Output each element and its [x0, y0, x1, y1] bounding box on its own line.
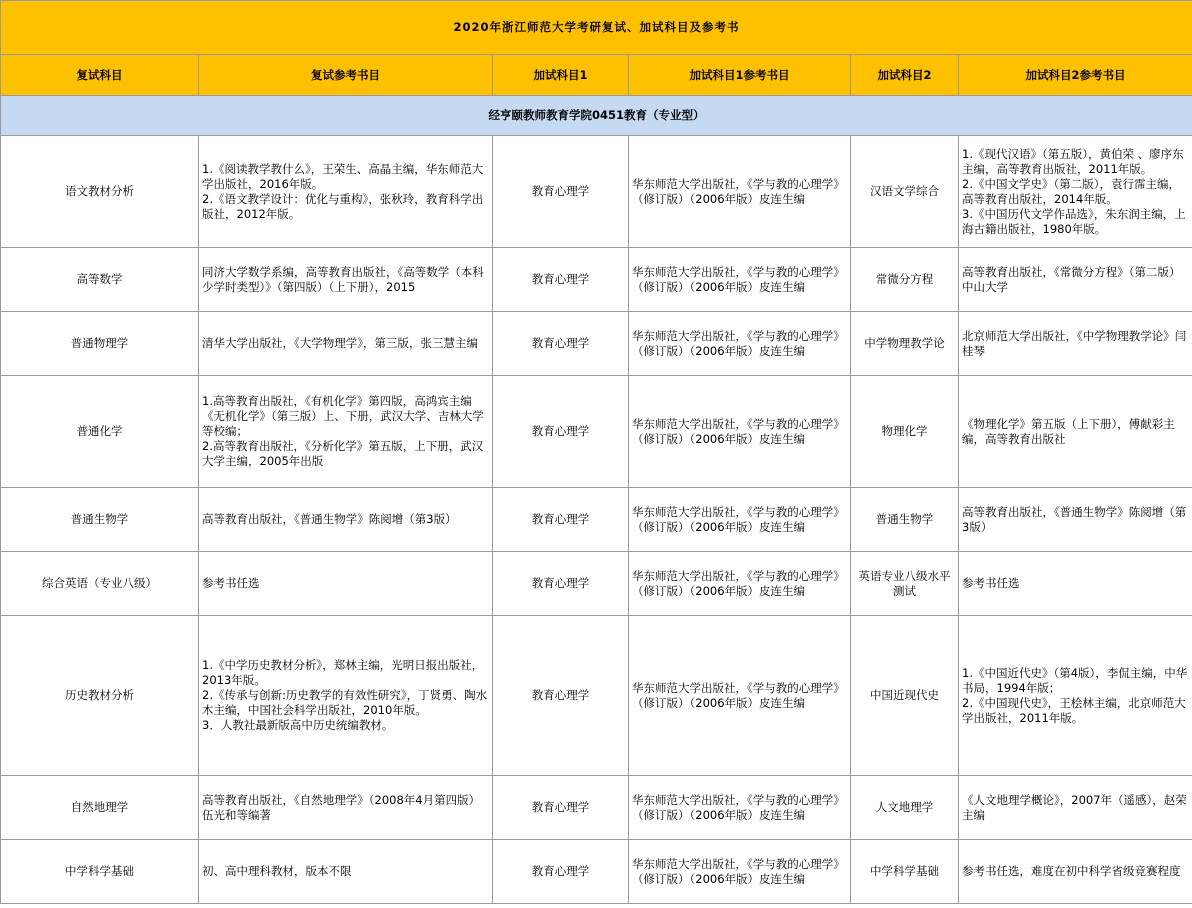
- row-extra1-books: 华东师范大学出版社，《学与教的心理学》（修订版）（2006年版）皮连生编: [629, 376, 851, 488]
- row-books: 1.《中学历史教材分析》，郑林主编，光明日报出版社，2013年版。 2.《传承与创新:历史教学的有效性研究》，丁贤勇、陶水木主编，中国社会科学出版社，2010年版。 3．人教社最新版高中历史统编教材。: [199, 616, 493, 776]
- row-subject: 普通生物学: [1, 488, 199, 552]
- row-books: 初、高中理科教材，版本不限: [199, 840, 493, 904]
- page-title: 2020年浙江师范大学考研复试、加试科目及参考书: [1, 1, 1192, 55]
- row-extra2: 人文地理学: [851, 776, 959, 840]
- row-extra2-books: 高等教育出版社，《普通生物学》陈阅增（第3版）: [959, 488, 1192, 552]
- row-extra2: 英语专业八级水平测试: [851, 552, 959, 616]
- row-books: 清华大学出版社，《大学物理学》，第三版，张三慧主编: [199, 312, 493, 376]
- table-row: [1, 776, 1192, 840]
- row-books: 高等教育出版社，《自然地理学》（2008年4月第四版）伍光和等编著: [199, 776, 493, 840]
- row-extra1-books: 华东师范大学出版社，《学与教的心理学》（修订版）（2006年版）皮连生编: [629, 136, 851, 248]
- header-extra2: 加试科目2: [851, 55, 959, 96]
- row-subject: 自然地理学: [1, 776, 199, 840]
- row-subject: 综合英语（专业八级）: [1, 552, 199, 616]
- table-row: [1, 616, 1192, 776]
- header-extra1-books: 加试科目1参考书目: [629, 55, 851, 96]
- header-extra2-books: 加试科目2参考书目: [959, 55, 1192, 96]
- row-books: 高等教育出版社，《普通生物学》陈阅增（第3版）: [199, 488, 493, 552]
- header-row: [1, 55, 1192, 96]
- row-extra1-books: 华东师范大学出版社，《学与教的心理学》（修订版）（2006年版）皮连生编: [629, 616, 851, 776]
- table-row: [1, 248, 1192, 312]
- row-extra2: 汉语文学综合: [851, 136, 959, 248]
- row-extra2: 中学物理教学论: [851, 312, 959, 376]
- table-row: [1, 488, 1192, 552]
- row-extra2: 普通生物学: [851, 488, 959, 552]
- row-extra2-books: 1.《中国近代史》（第4版），李侃主编，中华书局，1994年版； 2.《中国现代史》，王桧林主编，北京师范大学出版社，2011年版。: [959, 616, 1192, 776]
- row-extra1: 教育心理学: [493, 312, 629, 376]
- row-extra1: 教育心理学: [493, 248, 629, 312]
- table-row: [1, 136, 1192, 248]
- row-subject: 语文教材分析: [1, 136, 199, 248]
- row-books: 参考书任选: [199, 552, 493, 616]
- row-extra1-books: 华东师范大学出版社，《学与教的心理学》（修订版）（2006年版）皮连生编: [629, 248, 851, 312]
- row-subject: 历史教材分析: [1, 616, 199, 776]
- school-row: [1, 96, 1192, 136]
- row-subject: 高等数学: [1, 248, 199, 312]
- row-extra1: 教育心理学: [493, 616, 629, 776]
- row-extra2-books: 高等教育出版社，《常微分方程》（第二版）中山大学: [959, 248, 1192, 312]
- row-extra1: 教育心理学: [493, 136, 629, 248]
- table-row: [1, 376, 1192, 488]
- row-subject: 普通物理学: [1, 312, 199, 376]
- header-subject: 复试科目: [1, 55, 199, 96]
- row-books: 1.《阅读教学教什么》，王荣生、高晶主编，华东师范大学出版社，2016年版。 2.《语文教学设计：优化与重构》，张秋玲，教育科学出版社，2012年版。: [199, 136, 493, 248]
- row-extra2-books: 《人文地理学概论》，2007年（遥感），赵荣主编: [959, 776, 1192, 840]
- row-extra2: 中学科学基础: [851, 840, 959, 904]
- row-extra1-books: 华东师范大学出版社，《学与教的心理学》（修订版）（2006年版）皮连生编: [629, 776, 851, 840]
- header-books: 复试参考书目: [199, 55, 493, 96]
- row-extra2-books: 参考书任选，难度在初中科学省级竞赛程度: [959, 840, 1192, 904]
- row-subject: 中学科学基础: [1, 840, 199, 904]
- row-extra1-books: 华东师范大学出版社，《学与教的心理学》（修订版）（2006年版）皮连生编: [629, 312, 851, 376]
- row-extra1: 教育心理学: [493, 376, 629, 488]
- school-name: 经亨颐教师教育学院0451教育（专业型）: [1, 96, 1192, 136]
- row-extra2-books: 北京师范大学出版社，《中学物理教学论》闫桂琴: [959, 312, 1192, 376]
- row-extra2-books: 参考书任选: [959, 552, 1192, 616]
- row-extra1: 教育心理学: [493, 552, 629, 616]
- row-extra2: 中国近现代史: [851, 616, 959, 776]
- row-extra1-books: 华东师范大学出版社，《学与教的心理学》（修订版）（2006年版）皮连生编: [629, 840, 851, 904]
- header-extra1: 加试科目1: [493, 55, 629, 96]
- row-extra2-books: 《物理化学》第五版（上下册），傅献彩主编，高等教育出版社: [959, 376, 1192, 488]
- row-books: 1.高等教育出版社，《有机化学》第四版，高鸿宾主编《无机化学》（第三版）上、下册，武汉大学、吉林大学等校编； 2.高等教育出版社，《分析化学》第五版，上下册，武汉大学主编，2005年出版: [199, 376, 493, 488]
- table-row: [1, 552, 1192, 616]
- row-extra2-books: 1.《现代汉语》（第五版），黄伯荣 、廖序东主编，高等教育出版社，2011年版。 2.《中国文学史》（第二版），袁行霈主编，高等教育出版社，2014年版。 3.《中国历代文学作品选》，朱东润主编，上海古籍出版社，1980年版。: [959, 136, 1192, 248]
- table-row: [1, 312, 1192, 376]
- row-extra1: 教育心理学: [493, 776, 629, 840]
- table-row: [1, 840, 1192, 904]
- title-row: [1, 1, 1192, 55]
- row-extra2: 常微分方程: [851, 248, 959, 312]
- row-extra1: 教育心理学: [493, 840, 629, 904]
- row-books: 同济大学数学系编，高等教育出版社，《高等数学（本科少学时类型）》（第四版）（上下册），2015: [199, 248, 493, 312]
- row-extra1-books: 华东师范大学出版社，《学与教的心理学》（修订版）（2006年版）皮连生编: [629, 552, 851, 616]
- row-extra1: 教育心理学: [493, 488, 629, 552]
- row-extra2: 物理化学: [851, 376, 959, 488]
- row-subject: 普通化学: [1, 376, 199, 488]
- row-extra1-books: 华东师范大学出版社，《学与教的心理学》（修订版）（2006年版）皮连生编: [629, 488, 851, 552]
